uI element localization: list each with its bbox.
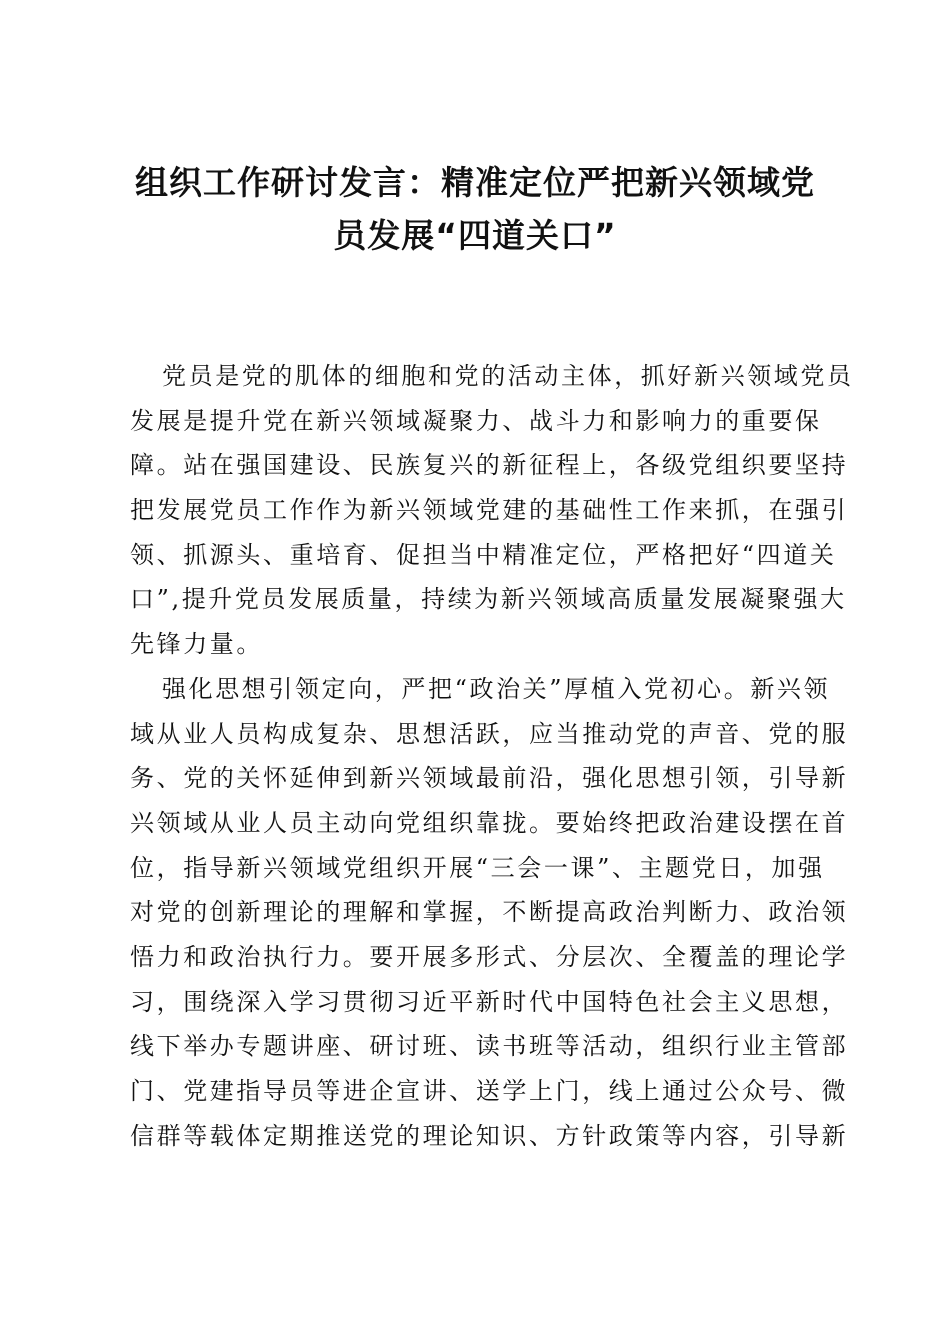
text-line: 线下举办专题讲座、研讨班、读书班等活动，组织行业主管部 xyxy=(130,1032,849,1061)
document-title xyxy=(0,156,950,262)
text-line: 习，围绕深入学习贯彻习近平新时代中国特色社会主义思想， xyxy=(130,987,849,1016)
text-line: 先锋力量。 xyxy=(130,630,263,659)
paragraph-1 xyxy=(130,354,854,667)
title-line: 组织工作研讨发言：精准定位严把新兴领域党 xyxy=(135,163,815,202)
text-line: 域从业人员构成复杂、思想活跃，应当推动党的声音、党的服 xyxy=(130,719,849,748)
text-line: 党员是党的肌体的细胞和党的活动主体，抓好新兴领域党员 xyxy=(162,362,854,390)
paragraph-2 xyxy=(130,667,849,1159)
text-line: 口”,提升党员发展质量，持续为新兴领域高质量发展凝聚强大 xyxy=(130,585,847,614)
text-line: 兴领域从业人员主动向党组织靠拢。要始终把政治建设摆在首 xyxy=(130,808,849,837)
text-line: 务、党的关怀延伸到新兴领域最前沿，强化思想引领，引导新 xyxy=(130,764,849,793)
text-line: 门、党建指导员等进企宣讲、送学上门，线上通过公众号、微 xyxy=(130,1077,849,1105)
document-body xyxy=(130,354,854,1158)
text-line: 对党的创新理论的理解和掌握，不断提高政治判断力、政治领 xyxy=(130,898,849,927)
text-line: 位，指导新兴领域党组织开展“三会一课”、主题党日，加强 xyxy=(130,853,825,882)
text-line: 把发展党员工作作为新兴领域党建的基础性工作来抓，在强引 xyxy=(130,496,849,525)
text-line: 信群等载体定期推送党的理论知识、方针政策等内容，引导新 xyxy=(130,1121,849,1150)
title-line: 员发展“四道关口” xyxy=(333,216,617,255)
text-line: 强化思想引领定向，严把“政治关”厚植入党初心。新兴领 xyxy=(162,674,831,703)
text-line: 悟力和政治执行力。要开展多形式、分层次、全覆盖的理论学 xyxy=(130,942,849,971)
text-line: 领、抓源头、重培育、促担当中精准定位，严格把好“四道关 xyxy=(130,540,837,569)
text-line: 障。站在强国建设、民族复兴的新征程上，各级党组织要坚持 xyxy=(130,451,849,480)
text-line: 发展是提升党在新兴领域凝聚力、战斗力和影响力的重要保 xyxy=(130,406,822,435)
